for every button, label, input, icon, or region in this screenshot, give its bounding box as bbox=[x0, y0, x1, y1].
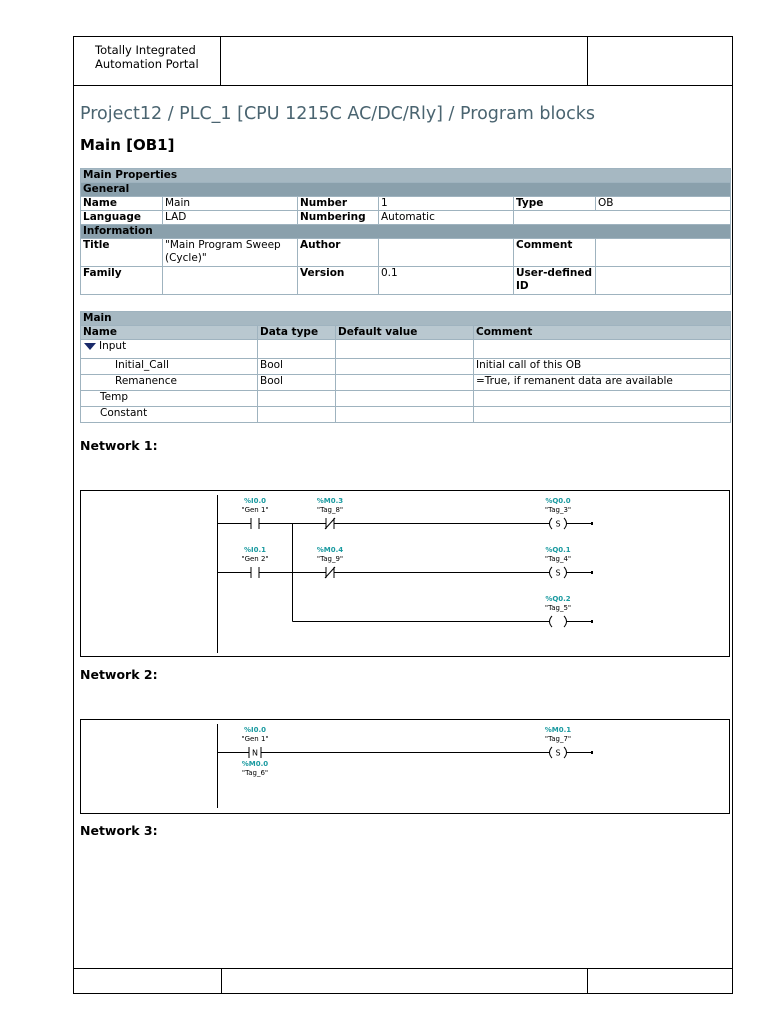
network-2-ladder bbox=[81, 720, 731, 815]
tag-name: "Tag_7" bbox=[544, 735, 572, 743]
nc-contact-icon bbox=[322, 567, 338, 578]
tag-name: "Tag_8" bbox=[316, 506, 344, 514]
tag-address: %Q0.1 bbox=[545, 546, 571, 554]
app-name-line2: Automation Portal bbox=[95, 57, 199, 71]
tag-address: %I0.0 bbox=[243, 726, 267, 734]
type-label: Type bbox=[514, 197, 596, 211]
family-value bbox=[163, 267, 298, 295]
interface-row-default bbox=[336, 375, 474, 391]
rung-end bbox=[591, 751, 593, 754]
name-value: Main bbox=[163, 197, 298, 211]
network-1-ladder bbox=[81, 491, 731, 658]
column-header-comment: Comment bbox=[474, 326, 731, 340]
tag-name: "Tag_9" bbox=[316, 555, 344, 563]
set-letter: S bbox=[555, 519, 561, 529]
user-id-value bbox=[596, 267, 731, 295]
type-value: OB bbox=[596, 197, 731, 211]
tag-name: "Tag_3" bbox=[544, 506, 572, 514]
set-letter: S bbox=[555, 748, 561, 758]
numbering-value: Automatic bbox=[379, 211, 514, 225]
interface-row-type: Bool bbox=[258, 359, 336, 375]
tag-name: "Gen 1" bbox=[241, 735, 269, 743]
set-coil-icon bbox=[550, 518, 553, 529]
interface-section-title: Main bbox=[81, 312, 731, 326]
set-letter: S bbox=[555, 568, 561, 578]
set-coil-icon bbox=[550, 747, 553, 758]
tag-address: %M0.4 bbox=[316, 546, 344, 554]
numbering-label: Numbering bbox=[298, 211, 379, 225]
network-3-title: Network 3: bbox=[80, 823, 158, 838]
family-label: Family bbox=[81, 267, 163, 295]
column-header-type: Data type bbox=[258, 326, 336, 340]
properties-table bbox=[80, 168, 731, 295]
interface-row-comment: Initial call of this OB bbox=[474, 359, 731, 375]
rung-end bbox=[591, 522, 593, 525]
tag-name: "Gen 1" bbox=[241, 506, 269, 514]
general-section-title: General bbox=[81, 183, 731, 197]
input-row[interactable] bbox=[81, 340, 258, 359]
tag-name: "Tag_4" bbox=[544, 555, 572, 563]
tag-address: %Q0.2 bbox=[545, 595, 571, 603]
temp-row: Temp bbox=[81, 391, 258, 407]
rung-end bbox=[591, 571, 593, 574]
collapse-triangle-icon[interactable] bbox=[84, 343, 96, 350]
tag-address: %I0.0 bbox=[243, 497, 267, 505]
edge-letter: N bbox=[252, 748, 258, 758]
language-value: LAD bbox=[163, 211, 298, 225]
coil-icon bbox=[550, 616, 553, 627]
no-contact-icon bbox=[247, 518, 263, 529]
set-coil-icon bbox=[550, 567, 553, 578]
page-footer bbox=[74, 968, 732, 993]
interface-row-comment: =True, if remanent data are available bbox=[474, 375, 731, 391]
input-label: Input bbox=[99, 340, 127, 352]
network-1-box bbox=[80, 490, 730, 657]
footer-divider bbox=[587, 969, 588, 993]
title-label: Title bbox=[81, 239, 163, 267]
user-id-label: User-defined ID bbox=[514, 267, 596, 295]
properties-section-title: Main Properties bbox=[81, 169, 731, 183]
information-section-title: Information bbox=[81, 225, 731, 239]
block-title: Main [OB1] bbox=[80, 136, 175, 154]
interface-row-type: Bool bbox=[258, 375, 336, 391]
no-contact-icon bbox=[247, 567, 263, 578]
number-value: 1 bbox=[379, 197, 514, 211]
tag-address: %I0.1 bbox=[243, 546, 267, 554]
network-1-title: Network 1: bbox=[80, 438, 158, 453]
interface-table bbox=[80, 311, 731, 423]
app-name-line1: Totally Integrated bbox=[95, 43, 196, 57]
tag-name: "Tag_5" bbox=[544, 604, 572, 612]
nc-contact-icon bbox=[322, 518, 338, 529]
footer-divider bbox=[221, 969, 222, 993]
comment-value bbox=[596, 239, 731, 267]
tag-address: %M0.1 bbox=[544, 726, 572, 734]
comment-label: Comment bbox=[514, 239, 596, 267]
number-label: Number bbox=[298, 197, 379, 211]
name-label: Name bbox=[81, 197, 163, 211]
column-header-name: Name bbox=[81, 326, 258, 340]
constant-row: Constant bbox=[81, 407, 258, 423]
tag-name: "Gen 2" bbox=[241, 555, 269, 563]
author-value bbox=[379, 239, 514, 267]
network-2-box bbox=[80, 719, 730, 814]
column-header-default: Default value bbox=[336, 326, 474, 340]
page-title: Project12 / PLC_1 [CPU 1215C AC/DC/Rly] / Program blocks bbox=[80, 104, 595, 124]
title-value: "Main Program Sweep (Cycle)" bbox=[163, 239, 298, 267]
tag-address: %Q0.0 bbox=[545, 497, 571, 505]
tag-address: %M0.3 bbox=[316, 497, 344, 505]
interface-row-name: Remanence bbox=[81, 375, 258, 391]
app-name bbox=[74, 37, 221, 85]
version-value: 0.1 bbox=[379, 267, 514, 295]
interface-row-name: Initial_Call bbox=[81, 359, 258, 375]
header-divider bbox=[587, 37, 588, 85]
rung-end bbox=[591, 620, 593, 623]
tag-name: "Tag_6" bbox=[241, 769, 269, 777]
language-label: Language bbox=[81, 211, 163, 225]
interface-row-default bbox=[336, 359, 474, 375]
network-2-title: Network 2: bbox=[80, 667, 158, 682]
page-header bbox=[74, 37, 732, 86]
empty-cell bbox=[514, 211, 731, 225]
author-label: Author bbox=[298, 239, 379, 267]
tag-address: %M0.0 bbox=[241, 760, 269, 768]
version-label: Version bbox=[298, 267, 379, 295]
